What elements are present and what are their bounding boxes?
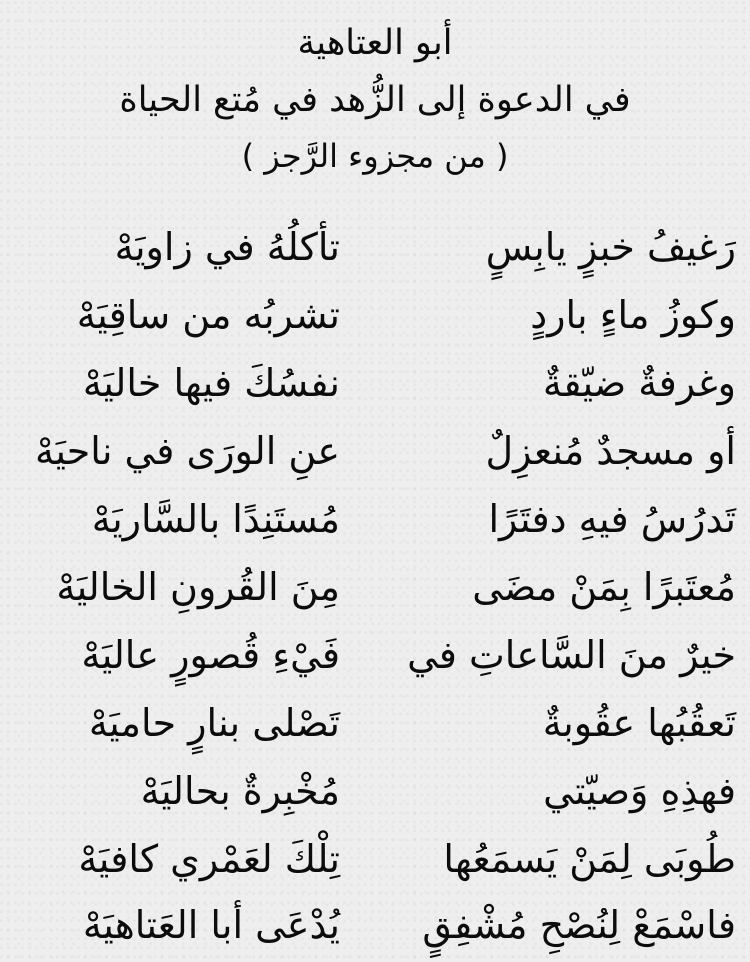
verse-10-first-hemistich: طُوبَى لِمَنْ يَسمَعُها	[443, 837, 736, 881]
verse-2-first-hemistich: وكوزُ ماءٍ باردٍ	[530, 293, 736, 337]
verse-1-first-hemistich: رَغيفُ خبزٍ يابِسٍ	[485, 225, 736, 269]
verse-10-second-hemistich: تِلْكَ لعَمْري كافيَهْ	[78, 837, 340, 881]
verse-1-second-hemistich: تأكلُهُ في زاويَهْ	[114, 225, 340, 269]
poem-meter: ( من مجزوء الرَّجز )	[241, 137, 509, 175]
verse-4-second-hemistich: عنِ الورَى في ناحيَهْ	[34, 429, 340, 473]
verse-5-second-hemistich: مُستَنِدًا بالسَّاريَهْ	[91, 497, 340, 541]
verse-3-second-hemistich: نفسُكَ فيها خاليَهْ	[82, 361, 340, 405]
verse-9-first-hemistich: فهذِهِ وَصيّتي	[543, 769, 736, 813]
verse-2-second-hemistich: تشربُه من ساقِيَهْ	[76, 293, 340, 337]
verse-11-second-hemistich: يُدْعَى أبا العَتاهيَهْ	[82, 903, 340, 947]
verse-8-second-hemistich: تَصْلى بنارٍ حاميَهْ	[88, 701, 340, 745]
verse-7-first-hemistich: خيرٌ منَ السَّاعاتِ في	[407, 633, 736, 677]
verse-6-first-hemistich: مُعتَبرًا بِمَنْ مضَى	[472, 565, 736, 609]
poem-title: في الدعوة إلى الزُّهد في مُتع الحياة	[119, 80, 631, 120]
verse-8-first-hemistich: تَعقُبُها عقُوبةٌ	[542, 701, 736, 745]
verse-6-second-hemistich: مِنَ القُرونِ الخاليَهْ	[56, 565, 340, 609]
verse-9-second-hemistich: مُخْبِرةٌ بحاليَهْ	[140, 769, 340, 813]
verse-7-second-hemistich: فَيْءِ قُصورٍ عاليَهْ	[81, 633, 340, 677]
verse-5-first-hemistich: تَدرُسُ فيهِ دفتَرًا	[488, 497, 736, 541]
verse-3-first-hemistich: وغرفةٌ ضيّقةٌ	[542, 361, 736, 405]
verse-11-first-hemistich: فاسْمَعْ لِنُصْحِ مُشْفِقٍ	[422, 903, 736, 947]
verse-4-first-hemistich: أو مسجدٌ مُنعزِلٌ	[485, 429, 736, 473]
poet-name: أبو العتاهية	[297, 23, 453, 63]
